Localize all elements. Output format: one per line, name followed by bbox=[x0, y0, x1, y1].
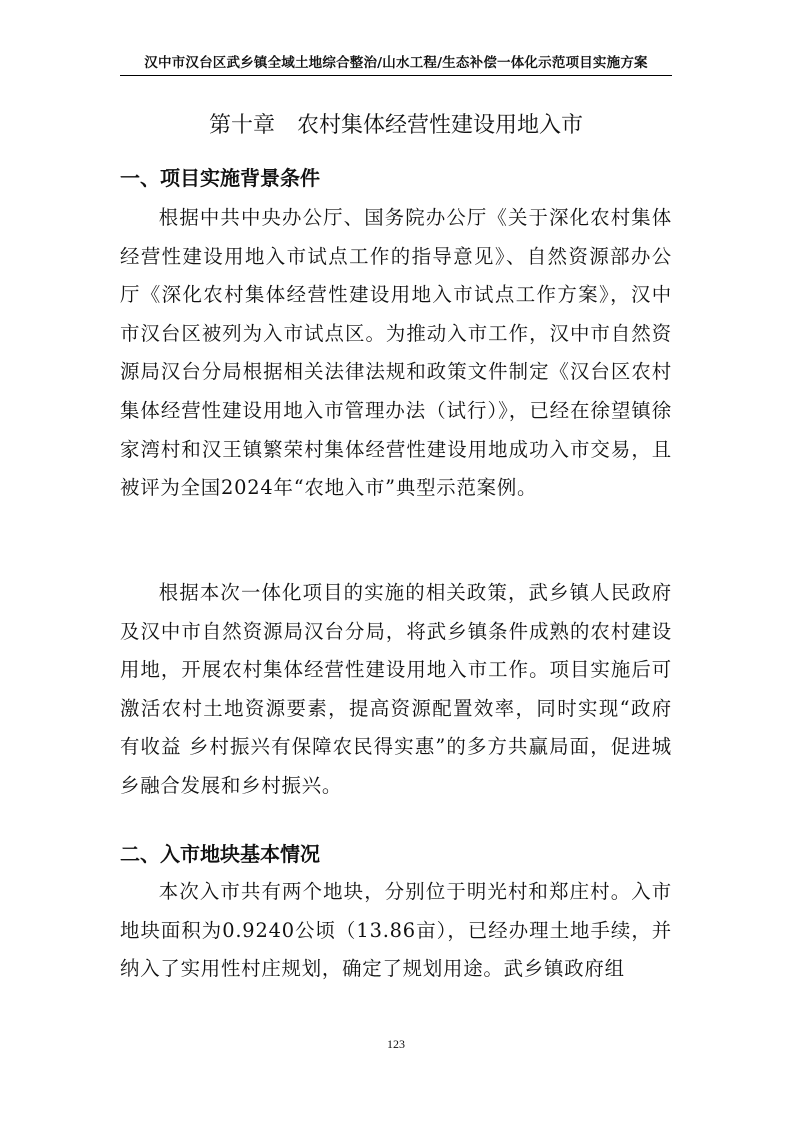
page-number: 123 bbox=[387, 1037, 405, 1051]
chapter-title: 第十章 农村集体经营性建设用地入市 bbox=[208, 113, 583, 138]
running-header: 汉中市汉台区武乡镇全域土地综合整治/山水工程/生态补偿一体化示范项目实施方案 bbox=[144, 55, 648, 71]
header-divider bbox=[120, 75, 672, 76]
paragraph-background-implementation: 根据本次一体化项目的实施的相关政策，武乡镇人民政府及汉中市自然资源局汉台分局，将武乡镇条件成熟的农村建设用地，开展农村集体经营性建设用地入市工作。项目实施后可激活农村土地资源要素，提高资源配置效率，同时实现“政府有收益 乡村振兴有保障农民得实惠”的多方共赢局面，促进城乡融合发展和乡村振兴。 bbox=[120, 581, 672, 797]
section-heading-background: 一、项目实施背景条件 bbox=[120, 166, 320, 190]
paragraph-background-policy: 根据中共中央办公厅、国务院办公厅《关于深化农村集体经营性建设用地入市试点工作的指导意见》、自然资源部办公厅《深化农村集体经营性建设用地入市试点工作方案》，汉中市汉台区被列为入市试点区。为推动入市工作，汉中市自然资源局汉台分局根据相关法律法规和政策文件制定《汉台区农村集体经营性建设用地入市管理办法（试行）》，已经在徐望镇徐家湾村和汉王镇繁荣村集体经营性建设用地成功入市交易，且被评为全国2024年“农地入市”典型示范案例。 bbox=[120, 206, 672, 500]
paragraph-plot-info: 本次入市共有两个地块，分别位于明光村和郑庄村。入市地块面积为0.9240公顷（13.86亩），已经办理土地手续，并纳入了实用性村庄规划，确定了规划用途。武乡镇政府组 bbox=[120, 880, 672, 981]
section-heading-plot-info: 二、入市地块基本情况 bbox=[120, 842, 320, 866]
